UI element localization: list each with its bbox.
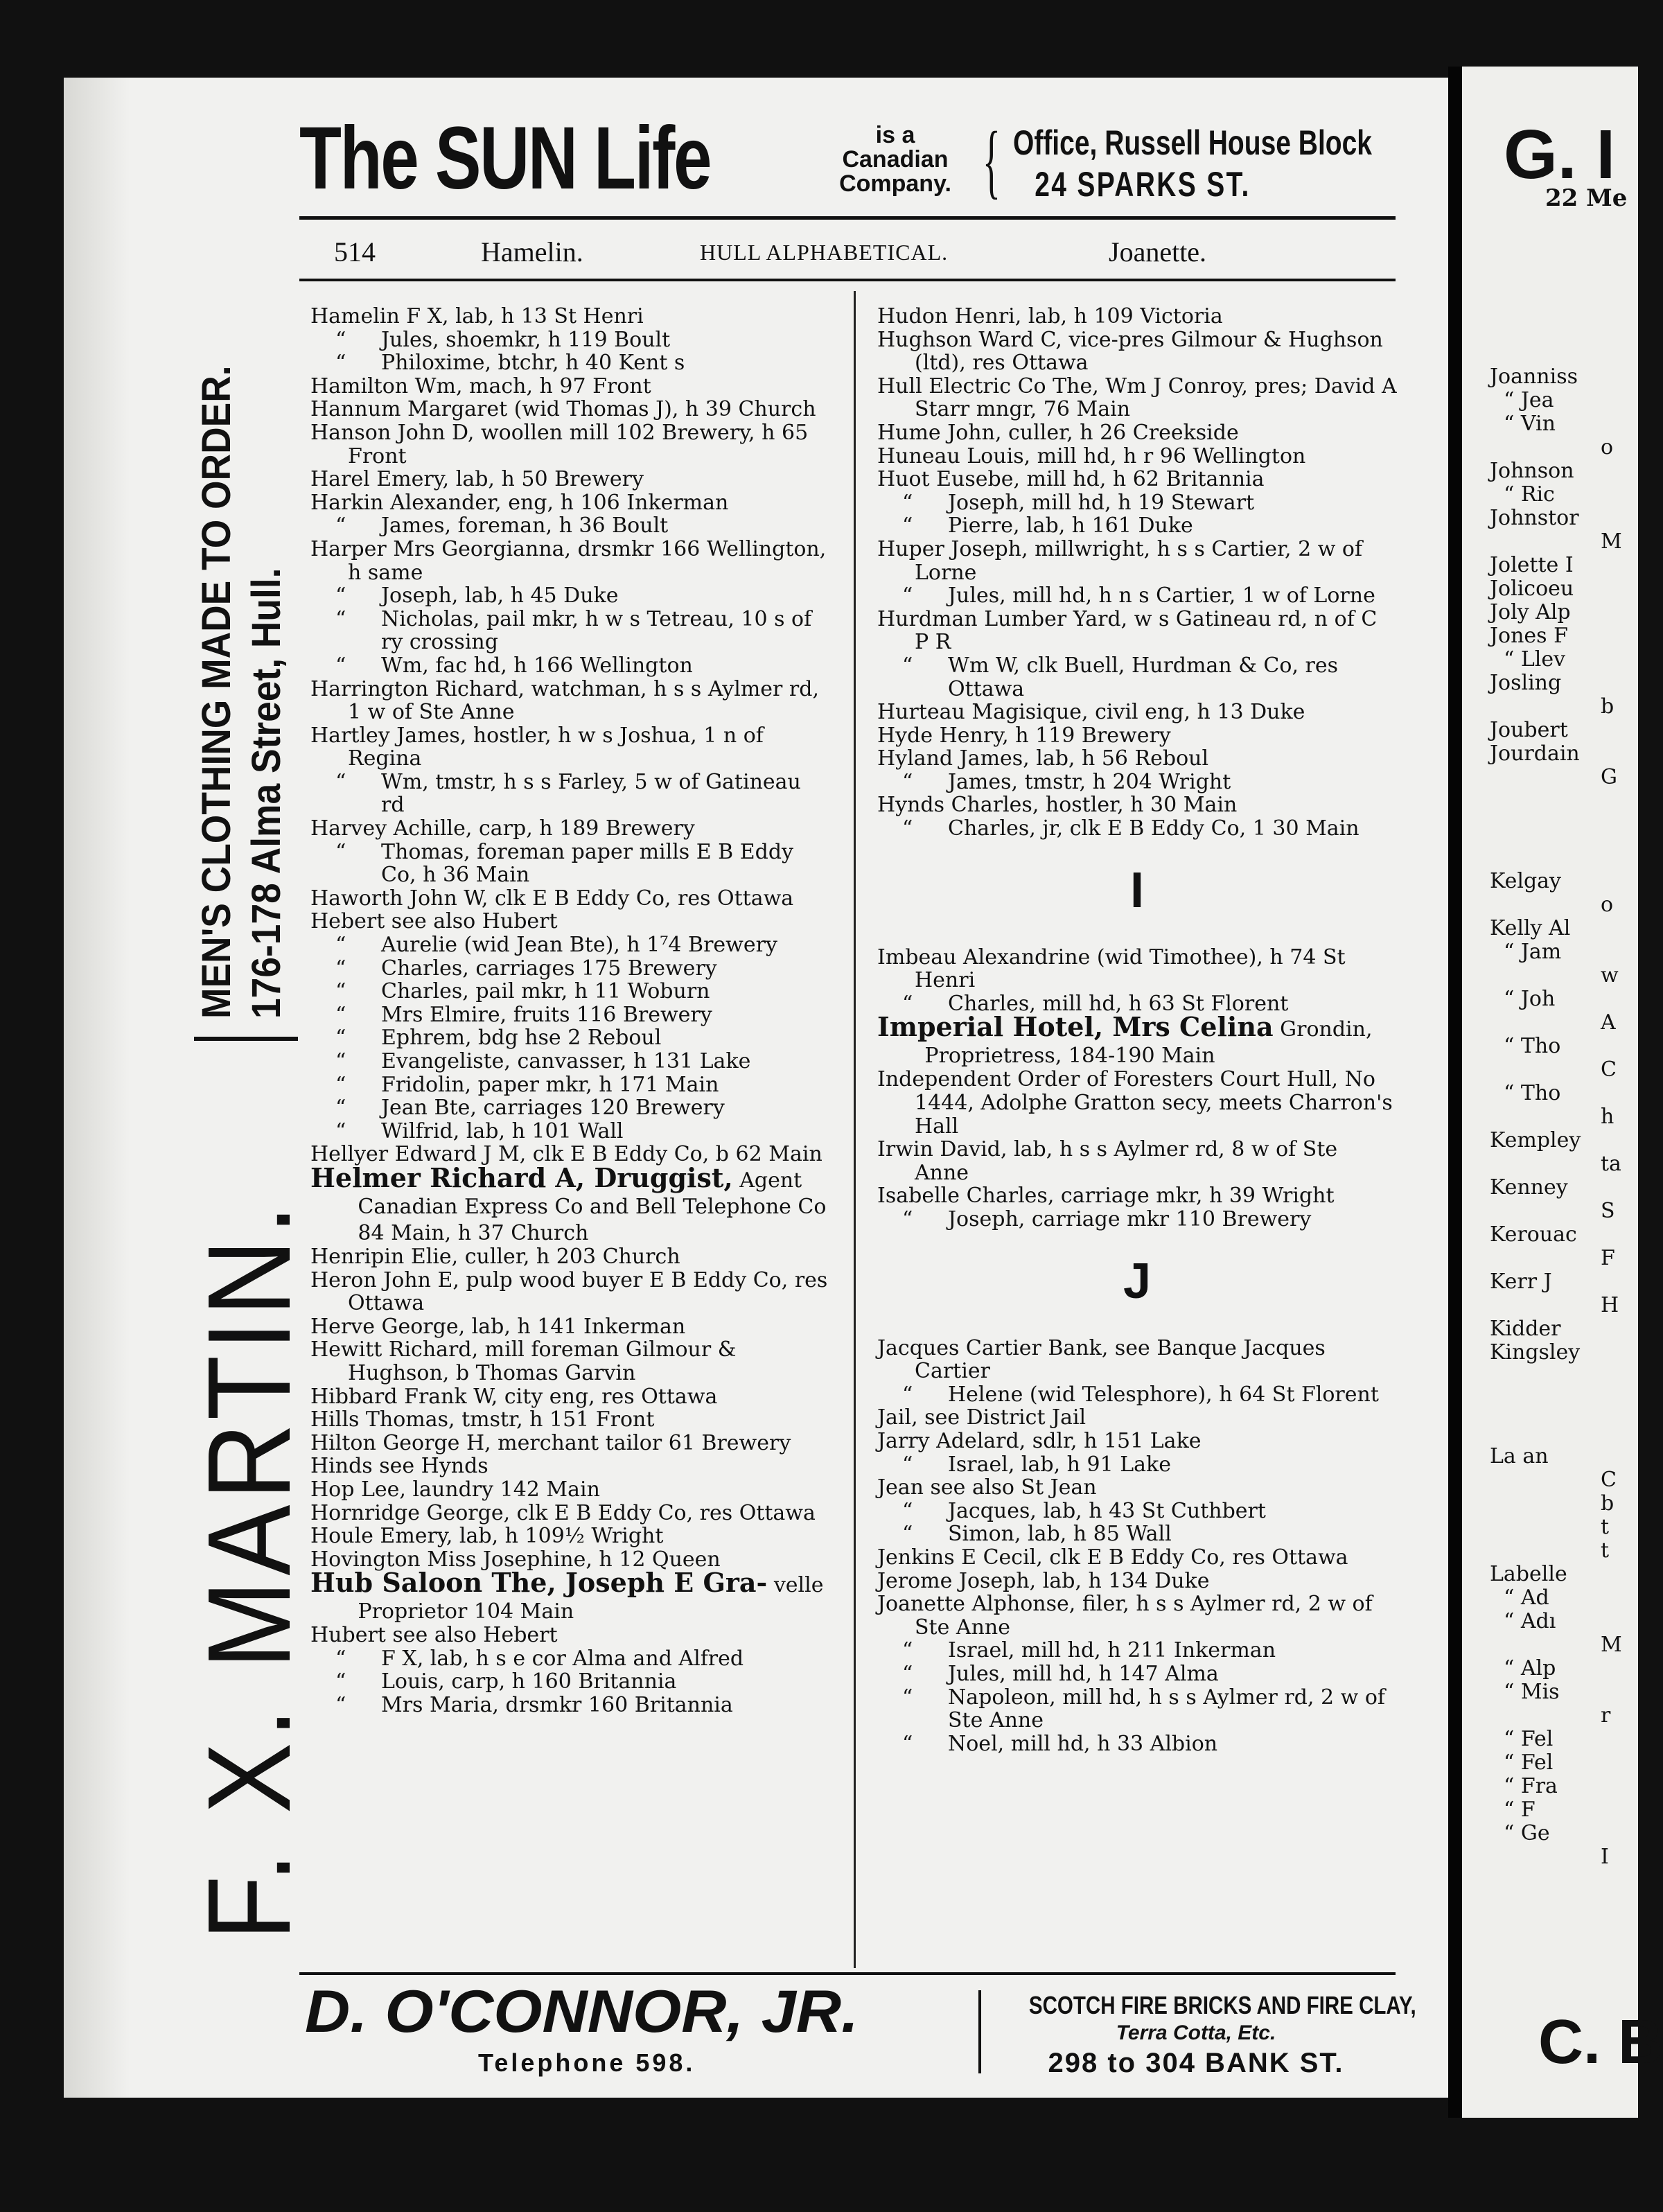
business-details: velle Proprietor 104 Main bbox=[358, 1573, 824, 1624]
fragment-line: G bbox=[1601, 765, 1617, 789]
ditto-mark: “ bbox=[902, 816, 913, 841]
business-name: Imperial Hotel, Mrs Celina bbox=[877, 1011, 1274, 1043]
directory-entry: Herve George, lab, h 141 Inkerman bbox=[310, 1314, 686, 1339]
ditto-mark: “ bbox=[335, 933, 346, 958]
entry-text: Charles, pail mkr, h 11 Woburn bbox=[381, 979, 710, 1004]
martin-name: F. X. MARTIN. bbox=[184, 1200, 315, 1940]
fragment-line: “ Vin bbox=[1504, 412, 1556, 436]
directory-entry bbox=[877, 1453, 1397, 1477]
fragment-line: Kerouac bbox=[1490, 1222, 1577, 1247]
products-line-2: Terra Cotta, Etc. bbox=[1116, 2021, 1276, 2044]
directory-entry: Hellyer Edward J M, clk E B Eddy Co, b 62 Main bbox=[310, 1142, 822, 1167]
ditto-mark: “ bbox=[335, 1072, 346, 1097]
directory-entry: Hyde Henry, h 119 Brewery bbox=[877, 723, 1171, 748]
directory-entry: Harrington Richard, watchman, h s s Aylmer rd, 1 w of Ste Anne bbox=[310, 676, 819, 725]
products-line-1: SCOTCH FIRE BRICKS AND FIRE CLAY, bbox=[1028, 1991, 1416, 2019]
fragment-line: Jolette I bbox=[1490, 553, 1574, 577]
directory-entry bbox=[310, 1694, 829, 1717]
ditto-mark: “ bbox=[902, 1522, 913, 1547]
entry-text: Nicholas, pail mkr, h w s Tetreau, 10 s of ry crossing bbox=[381, 606, 812, 655]
ditto-mark: “ bbox=[335, 514, 346, 538]
tagline-line-2: Canadian bbox=[842, 146, 949, 173]
fragment-line: A bbox=[1601, 1010, 1616, 1035]
fragment-line: M bbox=[1601, 529, 1622, 554]
directory-entry: Jean see also St Jean bbox=[877, 1475, 1097, 1500]
directory-entry: Hughson Ward C, vice-pres Gilmour & Hughson (ltd), res Ottawa bbox=[877, 327, 1383, 376]
ditto-mark: “ bbox=[902, 1638, 913, 1663]
fragment-line: I bbox=[1601, 1845, 1609, 1869]
directory-entry: Heron John E, pulp wood buyer E B Eddy Co, res Ottawa bbox=[310, 1267, 828, 1316]
fragment-line: “ Ge bbox=[1504, 1821, 1550, 1845]
directory-entry: Hinds see Hynds bbox=[310, 1454, 489, 1479]
directory-entry bbox=[310, 1096, 829, 1120]
directory-entry bbox=[310, 1073, 829, 1097]
fragment-line: Jolicoeu bbox=[1490, 577, 1574, 601]
entry-text: Ephrem, bdg hse 2 Reboul bbox=[381, 1026, 662, 1051]
ditto-mark: “ bbox=[335, 1096, 346, 1121]
fragment-line: “ Joh bbox=[1504, 987, 1556, 1011]
next-page-fragment bbox=[1462, 67, 1663, 2118]
entry-text: Mrs Maria, drsmkr 160 Britannia bbox=[381, 1693, 733, 1718]
directory-entry: Hubert see also Hebert bbox=[310, 1623, 558, 1648]
directory-entry bbox=[310, 933, 829, 957]
fragment-line: Kerr J bbox=[1490, 1270, 1552, 1294]
fragment-line: F bbox=[1601, 1246, 1615, 1270]
directory-entry bbox=[310, 1567, 829, 1624]
column-divider bbox=[854, 291, 856, 1968]
directory-entry: Hume John, culler, h 26 Creekside bbox=[877, 420, 1239, 445]
entry-text: Joseph, carriage mkr 110 Brewery bbox=[948, 1207, 1312, 1231]
section-h-continued bbox=[877, 305, 1397, 841]
directory-entry bbox=[310, 1120, 829, 1143]
entry-text: Fridolin, paper mkr, h 171 Main bbox=[381, 1072, 719, 1097]
entry-text: Jules, shoemkr, h 119 Boult bbox=[381, 327, 671, 352]
business-name: Hub Saloon The, Joseph E Gra- bbox=[310, 1567, 768, 1599]
fragment-line: “ Ric bbox=[1504, 482, 1555, 507]
directory-entry: Imbeau Alexandrine (wid Timothee), h 74 St Henri bbox=[877, 945, 1346, 993]
entry-text: Jean Bte, carriages 120 Brewery bbox=[381, 1096, 725, 1121]
entry-text: F X, lab, h s e cor Alma and Alfred bbox=[381, 1646, 744, 1671]
directory-entry bbox=[310, 980, 829, 1003]
directory-entry: Hibbard Frank W, city eng, res Ottawa bbox=[310, 1384, 718, 1409]
directory-entry: Harvey Achille, carp, h 189 Brewery bbox=[310, 816, 695, 841]
business-details: Agent Canadian Express Co and Bell Telephone Co 84 Main, h 37 Church bbox=[358, 1168, 827, 1245]
ad-separator bbox=[194, 1037, 298, 1041]
ditto-mark: “ bbox=[902, 1731, 913, 1756]
page-gutter bbox=[1448, 67, 1462, 2118]
fragment-line: “ Fel bbox=[1504, 1750, 1554, 1775]
directory-entry bbox=[877, 584, 1397, 608]
directory-entry: Hudon Henri, lab, h 109 Victoria bbox=[877, 304, 1223, 328]
directory-entry: Hebert see also Hubert bbox=[310, 909, 558, 934]
office-line-1: Office, Russell House Block bbox=[1013, 123, 1372, 162]
entry-text: Thomas, foreman paper mills E B Eddy Co, h 36 Main bbox=[381, 839, 794, 888]
fragment-line: t bbox=[1601, 1515, 1610, 1539]
fragment-line: t bbox=[1601, 1538, 1610, 1563]
side-advertisement bbox=[184, 249, 315, 1940]
ditto-mark: “ bbox=[902, 1498, 913, 1523]
fragment-line: o bbox=[1601, 435, 1614, 459]
directory-entry bbox=[877, 1522, 1397, 1546]
directory-entry: Hilton George H, merchant tailor 61 Brewery bbox=[310, 1430, 791, 1455]
fragment-line: Kenney bbox=[1490, 1175, 1568, 1200]
ditto-mark: “ bbox=[335, 979, 346, 1004]
fragment-line: S bbox=[1601, 1199, 1615, 1223]
fragment-line: ta bbox=[1601, 1152, 1621, 1176]
page-number: 514 bbox=[334, 236, 376, 267]
fragment-line: Jourdain bbox=[1490, 741, 1580, 766]
directory-entry: Jail, see District Jail bbox=[877, 1405, 1086, 1430]
oconnor-name: D. O'CONNOR, JR. bbox=[305, 1978, 859, 2045]
directory-entry bbox=[310, 841, 829, 887]
fragment-line: w bbox=[1601, 963, 1619, 988]
directory-entry bbox=[877, 1500, 1397, 1523]
directory-entry: Hovington Miss Josephine, h 12 Queen bbox=[310, 1547, 721, 1572]
directory-entry: Hurteau Magisique, civil eng, h 13 Duke bbox=[877, 700, 1305, 725]
entry-text: Philoxime, btchr, h 40 Kent s bbox=[381, 351, 685, 376]
directory-entry bbox=[310, 1026, 829, 1050]
fragment-line: Kidder bbox=[1490, 1317, 1561, 1341]
fragment-line: C bbox=[1601, 1468, 1617, 1492]
ditto-mark: “ bbox=[335, 1693, 346, 1718]
directory-entry: Hull Electric Co The, Wm J Conroy, pres; David A Starr mngr, 76 Main bbox=[877, 374, 1397, 422]
fragment-line: “ Jea bbox=[1504, 388, 1554, 412]
directory-entry bbox=[877, 514, 1397, 538]
fragment-line: Kelgay bbox=[1490, 869, 1561, 893]
ditto-mark: “ bbox=[335, 1002, 346, 1027]
fragment-line: Josling bbox=[1490, 671, 1562, 695]
ditto-mark: “ bbox=[335, 956, 346, 981]
directory-entry bbox=[310, 1050, 829, 1073]
right-column bbox=[877, 305, 1397, 1755]
entry-text: Israel, lab, h 91 Lake bbox=[948, 1452, 1171, 1477]
fragment-line: h bbox=[1601, 1105, 1614, 1129]
directory-entry: Hynds Charles, hostler, h 30 Main bbox=[877, 793, 1238, 818]
entry-text: Simon, lab, h 85 Wall bbox=[948, 1522, 1172, 1547]
fragment-line: Labelle bbox=[1490, 1562, 1567, 1586]
directory-entry: Haworth John W, clk E B Eddy Co, res Ottawa bbox=[310, 886, 794, 911]
ditto-mark: “ bbox=[335, 653, 346, 678]
ditto-mark: “ bbox=[902, 490, 913, 515]
entry-text: Pierre, lab, h 161 Duke bbox=[948, 514, 1193, 538]
directory-entry bbox=[877, 1639, 1397, 1662]
office-line-2: 24 SPARKS ST. bbox=[1035, 165, 1251, 204]
fragment-line: “ Tho bbox=[1504, 1034, 1561, 1058]
entry-text: Evangeliste, canvasser, h 131 Lake bbox=[381, 1049, 751, 1073]
directory-entry: Harkin Alexander, eng, h 106 Inkerman bbox=[310, 490, 729, 515]
fragment-line: Joanniss bbox=[1490, 365, 1578, 389]
directory-entry: Hanson John D, woollen mill 102 Brewery, h 65 Front bbox=[310, 420, 809, 468]
ditto-mark: “ bbox=[902, 1661, 913, 1686]
tagline-line-1: is a bbox=[875, 122, 915, 148]
directory-entry: Jacques Cartier Bank, see Banque Jacques Cartier bbox=[877, 1335, 1326, 1384]
directory-entry: Harper Mrs Georgianna, drsmkr 166 Wellington, h same bbox=[310, 536, 827, 585]
fragment-line: “ F bbox=[1504, 1798, 1536, 1822]
fragment-line: Johnstor bbox=[1490, 506, 1579, 530]
fragment-line: “ Fra bbox=[1504, 1774, 1558, 1798]
directory-entry: Harel Emery, lab, h 50 Brewery bbox=[310, 467, 644, 492]
directory-entry: Hop Lee, laundry 142 Main bbox=[310, 1477, 600, 1502]
directory-entry: Houle Emery, lab, h 109½ Wright bbox=[310, 1524, 664, 1549]
directory-entry: Huot Eusebe, mill hd, h 62 Britannia bbox=[877, 467, 1265, 492]
ditto-mark: “ bbox=[335, 606, 346, 631]
fragment-line: “ Jam bbox=[1504, 940, 1562, 964]
footer-rule bbox=[299, 1972, 1396, 1975]
entry-text: Helene (wid Telesphore), h 64 St Florent bbox=[948, 1382, 1379, 1407]
directory-entry bbox=[310, 1647, 829, 1671]
entry-text: Wilfrid, lab, h 101 Wall bbox=[381, 1118, 624, 1143]
ditto-mark: “ bbox=[335, 583, 346, 608]
directory-entry bbox=[310, 1161, 829, 1245]
entry-text: Charles, carriages 175 Brewery bbox=[381, 956, 717, 981]
fragment-line: Joubert bbox=[1490, 718, 1568, 742]
oconnor-telephone: Telephone 598. bbox=[478, 2048, 696, 2077]
entry-text: Charles, mill hd, h 63 St Florent bbox=[948, 991, 1289, 1016]
entry-text: Joseph, mill hd, h 19 Stewart bbox=[948, 490, 1255, 515]
running-head-right: Joanette. bbox=[1109, 236, 1207, 267]
fragment-line: Johnson bbox=[1490, 459, 1574, 483]
directory-entry: Hyland James, lab, h 56 Reboul bbox=[877, 746, 1209, 771]
directory-entry: Hewitt Richard, mill foreman Gilmour & Hughson, b Thomas Garvin bbox=[310, 1337, 737, 1385]
fragment-line: “ Alp bbox=[1504, 1656, 1556, 1680]
directory-entry bbox=[877, 654, 1397, 701]
directory-entry: Isabelle Charles, carriage mkr, h 39 Wright bbox=[877, 1184, 1335, 1209]
entry-text: Wm, tmstr, h s s Farley, 5 w of Gatineau rd bbox=[381, 769, 801, 818]
ditto-mark: “ bbox=[902, 991, 913, 1016]
section-letter-i: I bbox=[1129, 862, 1144, 918]
ditto-mark: “ bbox=[902, 583, 913, 608]
fragment-line: La an bbox=[1490, 1444, 1549, 1468]
brace-glyph: { bbox=[983, 114, 1001, 207]
directory-entry: Hannum Margaret (wid Thomas J), h 39 Church bbox=[310, 397, 816, 422]
fragment-line: b bbox=[1601, 1491, 1614, 1516]
fragment-line: Kingsley bbox=[1490, 1340, 1581, 1364]
fragment-line: “ Tho bbox=[1504, 1081, 1561, 1105]
fragment-line: Kelly Al bbox=[1490, 916, 1571, 940]
directory-entry bbox=[877, 1686, 1397, 1732]
directory-entry: Hurdman Lumber Yard, w s Gatineau rd, n of C P R bbox=[877, 606, 1378, 655]
section-letter-j: J bbox=[1123, 1253, 1152, 1309]
fragment-line: “ Ad bbox=[1504, 1586, 1549, 1610]
entry-text: Joseph, lab, h 45 Duke bbox=[381, 583, 619, 608]
directory-entry bbox=[877, 1732, 1397, 1756]
next-page-subheader: 22 Me bbox=[1545, 184, 1628, 212]
entry-text: Israel, mill hd, h 211 Inkerman bbox=[948, 1638, 1276, 1663]
left-column bbox=[310, 305, 829, 1717]
fragment-line: Joly Alp bbox=[1490, 600, 1571, 624]
oconnor-products bbox=[992, 1990, 1416, 2080]
page-edge-shading bbox=[64, 78, 130, 2098]
directory-entry bbox=[877, 1662, 1397, 1686]
entry-text: Aurelie (wid Jean Bte), h 1⁷4 Brewery bbox=[381, 933, 777, 958]
directory-entry bbox=[877, 771, 1397, 794]
directory-entry: Jarry Adelard, sdlr, h 151 Lake bbox=[877, 1428, 1202, 1453]
directory-entry: Huper Joseph, millwright, h s s Cartier, 2 w of Lorne bbox=[877, 536, 1363, 585]
ditto-mark: “ bbox=[902, 514, 913, 538]
ditto-mark: “ bbox=[335, 1646, 346, 1671]
directory-entry: Independent Order of Foresters Court Hull, No 1444, Adolphe Gratton secy, meets Charron's Hall bbox=[877, 1067, 1393, 1139]
ditto-mark: “ bbox=[335, 327, 346, 352]
directory-entry bbox=[310, 328, 829, 352]
directory-entry bbox=[310, 654, 829, 678]
entry-text: Mrs Elmire, fruits 116 Brewery bbox=[381, 1002, 712, 1027]
business-details: Grondin, Proprietress, 184-190 Main bbox=[924, 1017, 1373, 1069]
entry-text: Jacques, lab, h 43 St Cuthbert bbox=[948, 1498, 1266, 1523]
entry-text: Jules, mill hd, h 147 Alma bbox=[948, 1661, 1219, 1686]
entry-text: Noel, mill hd, h 33 Albion bbox=[948, 1731, 1218, 1756]
entry-text: Wm, fac hd, h 166 Wellington bbox=[381, 653, 693, 678]
sun-life-office bbox=[1013, 122, 1372, 205]
directory-entry: Huneau Louis, mill hd, h r 96 Wellington bbox=[877, 444, 1306, 468]
fragment-line: Kempley bbox=[1490, 1128, 1581, 1152]
ditto-mark: “ bbox=[902, 769, 913, 794]
ditto-mark: “ bbox=[902, 653, 913, 678]
directory-entry: Jenkins E Cecil, clk E B Eddy Co, res Ottawa bbox=[877, 1545, 1348, 1570]
header-rule-bottom bbox=[299, 279, 1396, 281]
ditto-mark: “ bbox=[335, 1669, 346, 1694]
directory-entry: Irwin David, lab, h s s Aylmer rd, 8 w of Ste Anne bbox=[877, 1137, 1338, 1185]
fragment-line: b bbox=[1601, 694, 1614, 719]
section-i bbox=[877, 946, 1397, 1231]
directory-entry bbox=[310, 1670, 829, 1694]
fragment-line: “ Fel bbox=[1504, 1727, 1554, 1751]
ditto-mark: “ bbox=[902, 1382, 913, 1407]
business-name: Helmer Richard A, Druggist, bbox=[310, 1161, 733, 1193]
directory-entry bbox=[877, 1208, 1397, 1231]
running-head-section: HULL ALPHABETICAL. bbox=[700, 240, 949, 265]
ad-line-1: MEN'S CLOTHING MADE TO ORDER. bbox=[194, 365, 239, 1019]
next-page-footer: C. B bbox=[1538, 2008, 1663, 2077]
ditto-mark: “ bbox=[335, 769, 346, 794]
tagline-line-3: Company. bbox=[839, 170, 951, 197]
entry-text: Napoleon, mill hd, h s s Aylmer rd, 2 w of Ste Anne bbox=[948, 1685, 1385, 1733]
directory-entry bbox=[877, 1011, 1397, 1069]
directory-entry: Hornridge George, clk E B Eddy Co, res Ottawa bbox=[310, 1500, 816, 1525]
directory-entry bbox=[310, 771, 829, 817]
header-rule-top bbox=[299, 216, 1396, 220]
products-line-3: 298 to 304 BANK ST. bbox=[1048, 2048, 1344, 2078]
fragment-line: H bbox=[1601, 1293, 1619, 1317]
directory-entry bbox=[310, 957, 829, 981]
fragment-line: “ Adı bbox=[1504, 1609, 1556, 1633]
directory-entry: Hartley James, hostler, h w s Joshua, 1 n of Regina bbox=[310, 723, 764, 771]
fragment-line: “ Mis bbox=[1504, 1680, 1560, 1704]
directory-entry: Hamilton Wm, mach, h 97 Front bbox=[310, 374, 651, 398]
directory-entry bbox=[877, 491, 1397, 515]
directory-entry bbox=[310, 584, 829, 608]
ditto-mark: “ bbox=[335, 839, 346, 864]
fragment-line: “ Llev bbox=[1504, 647, 1566, 672]
ditto-mark: “ bbox=[335, 351, 346, 376]
directory-entry bbox=[310, 608, 829, 654]
ditto-mark: “ bbox=[902, 1685, 913, 1710]
fragment-line: C bbox=[1601, 1057, 1617, 1082]
sun-life-tagline bbox=[812, 123, 978, 196]
fragment-line: Jones F bbox=[1490, 624, 1568, 648]
running-head-left: Hamelin. bbox=[481, 236, 583, 267]
ditto-mark: “ bbox=[902, 1452, 913, 1477]
entry-text: Jules, mill hd, h n s Cartier, 1 w of Lorne bbox=[948, 583, 1375, 608]
directory-entry bbox=[310, 514, 829, 538]
section-j bbox=[877, 1337, 1397, 1756]
sun-life-logo: The SUN Life bbox=[299, 109, 711, 208]
ditto-mark: “ bbox=[902, 1207, 913, 1231]
ditto-mark: “ bbox=[335, 1026, 346, 1051]
directory-entry: Henripin Elie, culler, h 203 Church bbox=[310, 1244, 680, 1269]
ad-line-2: 176-178 Alma Street, Hull. bbox=[244, 568, 289, 1019]
ditto-mark: “ bbox=[335, 1118, 346, 1143]
directory-entry bbox=[310, 351, 829, 375]
directory-entry: Joanette Alphonse, filer, h s s Aylmer rd, 2 w of Ste Anne bbox=[877, 1592, 1373, 1640]
entry-text: Wm W, clk Buell, Hurdman & Co, res Ottawa bbox=[948, 653, 1339, 701]
ditto-mark: “ bbox=[335, 1049, 346, 1073]
entry-text: James, foreman, h 36 Boult bbox=[381, 514, 669, 538]
directory-entry: Jerome Joseph, lab, h 134 Duke bbox=[877, 1568, 1210, 1593]
directory-entry bbox=[877, 817, 1397, 841]
entry-text: Charles, jr, clk E B Eddy Co, 1 30 Main bbox=[948, 816, 1360, 841]
directory-entry: Hamelin F X, lab, h 13 St Henri bbox=[310, 304, 644, 328]
fragment-line: r bbox=[1601, 1703, 1611, 1728]
entry-text: James, tmstr, h 204 Wright bbox=[948, 769, 1231, 794]
directory-entry bbox=[877, 1383, 1397, 1407]
directory-entry bbox=[310, 1003, 829, 1027]
directory-entry: Hills Thomas, tmstr, h 151 Front bbox=[310, 1407, 655, 1432]
fragment-line: o bbox=[1601, 893, 1614, 917]
fragment-line: M bbox=[1601, 1633, 1622, 1657]
next-page-header: G. I bbox=[1504, 116, 1616, 193]
footer-divider bbox=[978, 1990, 981, 2073]
entry-text: Louis, carp, h 160 Britannia bbox=[381, 1669, 677, 1694]
